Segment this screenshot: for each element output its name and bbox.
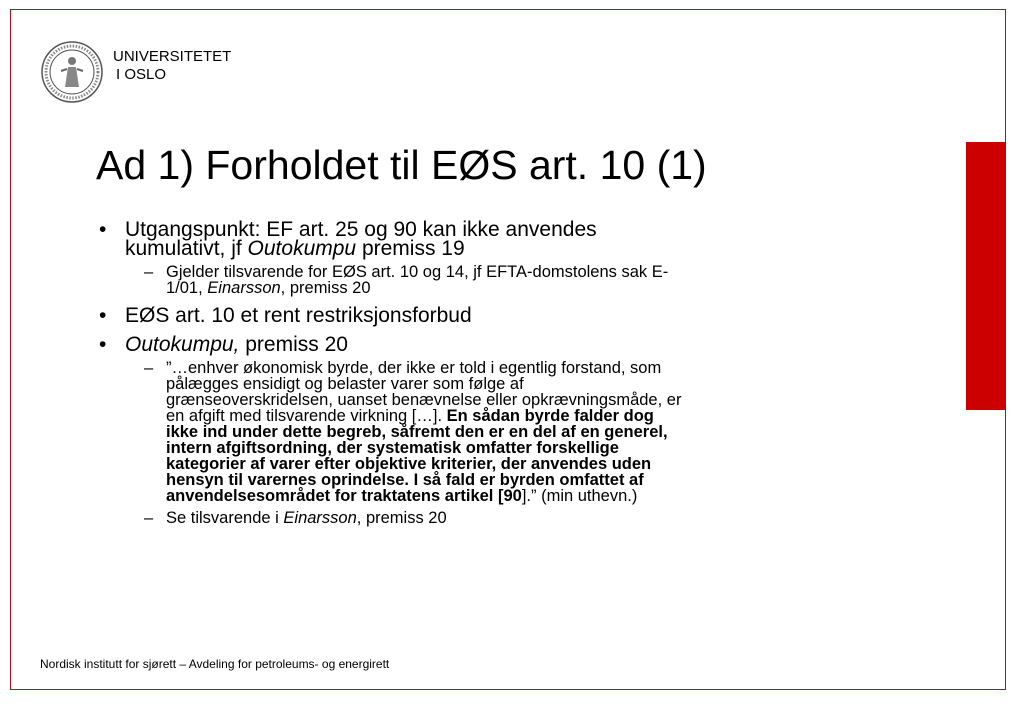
university-name <box>113 48 231 84</box>
case-name: Einarsson <box>207 279 281 297</box>
emphasis-run: En sådan byrde falder dog <box>446 407 654 425</box>
quote-line: pålægges ensidigt og belaster varer som følge af <box>166 375 524 393</box>
text-run: , premiss 20 <box>280 279 371 297</box>
bullet-line <box>125 239 836 258</box>
text-run: Se tilsvarende i <box>166 509 284 527</box>
quote-line: grænseoverskridelsen, uanset benævnelse eller opkrævningsmåde, er <box>166 391 682 409</box>
quote-sub-bullet <box>144 360 836 504</box>
accent-bar <box>966 142 1006 410</box>
dash-marker: – <box>144 263 154 281</box>
bullet-line <box>125 335 836 354</box>
bullet-marker: • <box>99 333 107 356</box>
text-run: kumulativt, jf <box>125 237 248 260</box>
bullet-line: Utgangspunkt: EF art. 25 og 90 kan ikke anvendes <box>125 218 597 241</box>
quote-line <box>166 488 836 504</box>
bullet-item <box>96 220 836 258</box>
case-name: Einarsson <box>283 509 357 527</box>
quote-line: ”…enhver økonomisk byrde, der ikke er told i egentlig forstand, som <box>166 359 662 377</box>
sub-bullet-item <box>144 264 836 296</box>
text-run: , premiss 20 <box>356 509 447 527</box>
sub-bullet-line: Gjelder tilsvarende for EØS art. 10 og 14, jf EFTA-domstolens sak E- <box>166 263 669 281</box>
dash-marker: – <box>144 509 154 527</box>
text-run: en afgift med tilsvarende virkning […]. <box>166 407 447 425</box>
bullet-item <box>96 306 836 325</box>
dash-marker: – <box>144 359 154 377</box>
quote-line-emphasis: ikke ind under dette begreb, såfremt den er en del af en generel, <box>166 423 668 441</box>
slide-content <box>96 220 836 526</box>
bullet-line: EØS art. 10 et rent restriksjonsforbud <box>125 304 472 327</box>
quote-line <box>166 408 836 424</box>
sub-bullet-item <box>144 510 836 526</box>
bullet-item <box>96 335 836 354</box>
quote-line-emphasis: intern afgiftsordning, der systematisk omfatter forskellige <box>166 439 619 457</box>
university-seal-icon <box>41 41 103 103</box>
case-name: Outokumpu, <box>125 333 240 356</box>
bullet-marker: • <box>99 304 107 327</box>
quote-line-emphasis: hensyn til varernes oprindelse. I så fald er byrden omfattet af <box>166 471 644 489</box>
university-name-line2: I OSLO <box>116 66 167 83</box>
text-run: ].” (min uthevn.) <box>521 487 638 505</box>
emphasis-run: anvendelsesområdet for traktatens artikel [90 <box>166 487 522 505</box>
text-run: premiss 20 <box>239 333 348 356</box>
quote-line-emphasis: kategorier af varer efter objektive kriterier, der anvendes uden <box>166 455 652 473</box>
case-name: Outokumpu <box>247 237 357 260</box>
text-run: 1/01, <box>166 279 208 297</box>
sub-bullet-line <box>166 280 836 296</box>
footer-text: Nordisk institutt for sjørett – Avdeling for petroleums- og energirett <box>40 657 390 671</box>
text-run: premiss 19 <box>356 237 465 260</box>
bullet-marker: • <box>99 218 107 241</box>
university-name-line1: UNIVERSITETET <box>113 48 232 65</box>
slide-title: Ad 1) Forholdet til EØS art. 10 (1) <box>96 142 707 188</box>
sub-bullet-line <box>166 510 836 526</box>
